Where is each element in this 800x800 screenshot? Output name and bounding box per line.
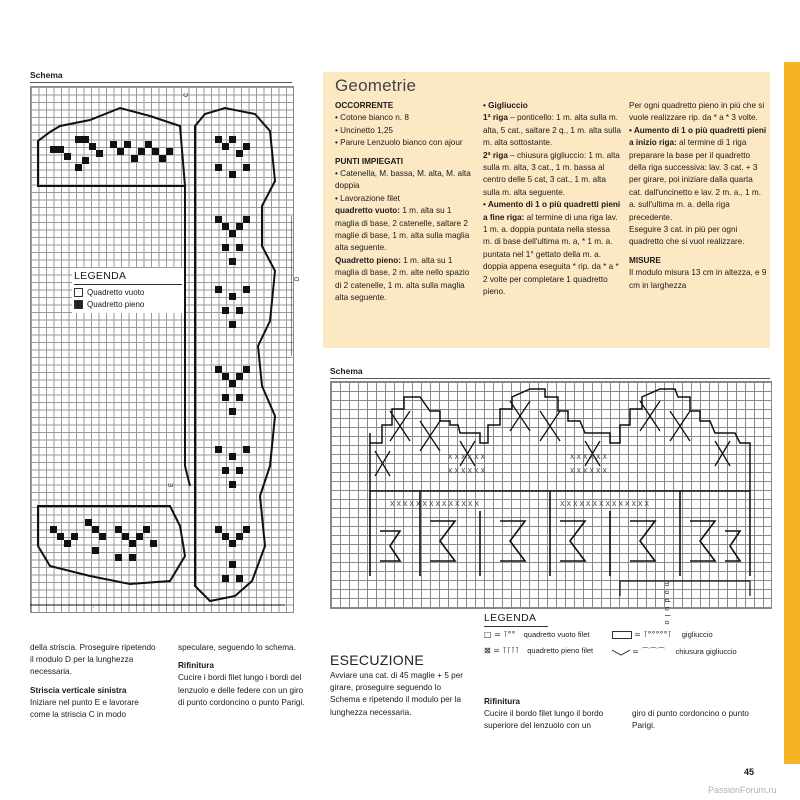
pieno-text: 1 m. alta su 1 maglia di base, 2 m. alte nello spazio di 2 catenelle, 1 m. alta sulla maglia alta seguente. — [335, 255, 470, 303]
svg-text:xxxxxx: xxxxxx — [448, 465, 487, 475]
svg-text:xxxxxxxxxxxxxx: xxxxxxxxxxxxxx — [390, 498, 481, 508]
left-filet-pattern — [30, 86, 292, 616]
svg-text:xxxxxx: xxxxxx — [570, 451, 609, 461]
svg-text:xxxxxx: xxxxxx — [448, 451, 487, 461]
right-legend-rule — [484, 626, 548, 627]
occorrente-heading: OCCORRENTE — [335, 101, 394, 110]
vuoto-paragraph — [335, 205, 475, 255]
esecuzione-text: Avviare una cat. di 45 maglie + 5 per girare, proseguire seguendo lo Schema e ripetendo il modulo per la lunghezza necessaria. — [330, 671, 463, 717]
legend-row-pieno — [484, 646, 593, 655]
legend-label-empty: Quadretto vuoto — [87, 288, 145, 297]
punti-heading: PUNTI IMPIEGATI — [335, 156, 404, 166]
legend-label-full: Quadretto pieno — [87, 300, 145, 309]
left-text-col2 — [178, 642, 310, 709]
module-label: modulo — [663, 580, 672, 629]
vuoto-symbol-icon: □ = ⊺°° — [484, 630, 516, 639]
punti-item: • Lavorazione filet — [335, 193, 475, 205]
marker-d: D — [295, 276, 302, 282]
left-col2-heading: Rifinitura — [178, 661, 214, 671]
right-legend — [484, 612, 774, 664]
pieno-heading: Quadretto pieno: — [335, 255, 401, 265]
right-rif-heading: Rifinitura — [484, 697, 520, 706]
riga1-heading: 1ª riga — [483, 113, 508, 123]
occorrente-item: • Cotone bianco n. 8 — [335, 112, 475, 124]
right-rifinitura-cont: giro di punto cordoncino o punto Parigi. — [632, 709, 749, 731]
col3-extra: Eseguire 3 cat. in più per ogni quadretto che si vuol realizzare. — [629, 225, 745, 247]
riga1-paragraph — [483, 112, 621, 149]
gigliuccio-box-icon — [612, 631, 632, 639]
riga2-paragraph — [483, 150, 621, 200]
aumento-fine-paragraph — [483, 199, 621, 298]
marker-arrow: ↑ — [92, 604, 95, 610]
svg-text:xxxxxxxxxxxxxx: xxxxxxxxxxxxxx — [560, 498, 651, 508]
gigliuccio-heading: • Gigliuccio — [483, 100, 621, 112]
punti-item: • Catenella, M. bassa, M. alta, M. alta doppia — [335, 168, 475, 193]
legend-item-full — [74, 300, 182, 309]
left-legend-title: LEGENDA — [74, 270, 127, 282]
legend-label-vuoto: quadretto vuoto filet — [523, 630, 590, 639]
left-col2-para2: Cucire i bordi filet lungo i bordi del lenzuolo e delle federe con un giro di punto cordoncino o punto Parigi. — [178, 673, 305, 707]
left-legend — [72, 268, 184, 313]
left-col1-para2: Iniziare nel punto E e lavorare come la striscia C in modo — [30, 697, 139, 720]
right-schema-title: Schema — [330, 366, 363, 376]
right-filet-pattern — [330, 381, 770, 607]
left-schema-title: Schema — [30, 70, 63, 80]
misure-text: Il modulo misura 13 cm in altezza, e 9 cm in larghezza — [629, 268, 767, 290]
panel-title: Geometrie — [335, 76, 417, 95]
occorrente-item: • Uncinetto 1,25 — [335, 125, 475, 137]
occorrente-item: • Parure Lenzuolo bianco con ajour — [335, 137, 475, 149]
materials-panel — [323, 72, 770, 348]
misure-heading: MISURE — [629, 255, 661, 265]
riga2-text: – chiusura gigliuccio: 1 m. alta sulla m. alta, 3 cat., 1 m. bassa al centro delle 5 cat, 3 cat., 1 m. alta sulla m. alta seguente. — [483, 150, 620, 197]
panel-col1 — [335, 100, 475, 305]
full-square-icon — [74, 300, 83, 309]
right-schema-rule — [330, 378, 770, 379]
riga1-text: – ponticello: 1 m. alta sulla m. alta, 5 cat., saltare 2 q., 1 m. alta sulla m. alta sottostante. — [483, 113, 621, 148]
aumento-inizio-paragraph — [629, 125, 767, 224]
riga2-heading: 2ª riga — [483, 150, 508, 160]
empty-square-icon — [74, 288, 83, 297]
vuoto-heading: quadretto vuoto: — [335, 206, 401, 216]
aumento-fine-heading: • Aumento di 1 o più quadretti pieni a fine riga: — [483, 200, 620, 221]
page-number: 45 — [744, 767, 755, 777]
right-rifinitura — [484, 696, 624, 733]
marker-c: C — [184, 92, 191, 98]
svg-text:xxxxxx: xxxxxx — [570, 465, 609, 475]
legend-row-gigliuccio — [612, 630, 713, 639]
page-accent-bar — [784, 62, 800, 764]
legend-label-gigliuccio: gigliuccio — [681, 630, 713, 639]
legend-row-vuoto — [484, 630, 590, 639]
chiusura-symbol-icon: = ⌒⌒⌒ — [632, 647, 666, 656]
left-schema-rule — [30, 82, 292, 83]
left-text-col1 — [30, 642, 160, 721]
legend-item-empty — [74, 288, 182, 297]
pieno-symbol-icon: ⊠ = ⊺⊺⊺⊺ — [484, 646, 520, 655]
chiusura-wave-icon — [612, 649, 630, 655]
left-legend-rule — [74, 284, 182, 285]
aumento-inizio-heading: • Aumento di 1 o più quadretti pieni a inizio riga: — [629, 126, 766, 147]
esecuzione-title: ESECUZIONE — [330, 652, 425, 668]
vuoto-text: 1 m. alta su 1 maglia di base, 2 catenelle, saltare 2 maglie di base, 1 m. alta sulla maglia alta seguente. — [335, 206, 470, 253]
right-legend-title: LEGENDA — [484, 612, 537, 624]
panel-col3 — [629, 100, 767, 292]
marker-e: E — [169, 482, 176, 488]
panel-col2 — [483, 100, 621, 299]
left-col1-heading: Striscia verticale sinistra — [30, 685, 127, 695]
aumento-inizio-text: al termine di 1 riga preparare la base per il quadretto della riga successiva: lav. 3 cat. + 3 per girare, poi iniziare dalla quarta cat. dall'uncinetto e lav. 2 m. a., 1 m. a. sull'ultima m. a. della riga precedente. — [629, 138, 762, 222]
left-col2-para1: speculare, seguendo lo schema. — [178, 643, 296, 652]
legend-label-chiusura: chiusura gigliuccio — [675, 647, 737, 656]
legend-label-pieno: quadretto pieno filet — [527, 646, 594, 655]
gigliuccio-symbol-icon: = ⊺°°°°°⊺ — [634, 630, 672, 639]
col3-intro: Per ogni quadretto pieno in più che si vuole realizzare rip. da * a * 3 volte. — [629, 101, 765, 123]
watermark: PassionForum.ru — [708, 785, 777, 795]
legend-row-chiusura — [612, 646, 737, 657]
pieno-paragraph — [335, 255, 475, 305]
aumento-fine-text: al termine di una riga lav. 1 m. a. doppia puntata nella stessa m. di base dell'ultima m. a, * 1 m. a. puntata nel 1° gettato della m. a. doppia appena eseguita * rip. da * a * 2 volte per completare 1 quadretto pieno. — [483, 212, 619, 297]
left-col1-para1: della striscia. Proseguire ripetendo il modulo D per la lunghezza necessaria. — [30, 643, 156, 677]
right-rif-text1: Cucire il bordo filet lungo il bordo superiore del lenzuolo con un — [484, 709, 604, 731]
